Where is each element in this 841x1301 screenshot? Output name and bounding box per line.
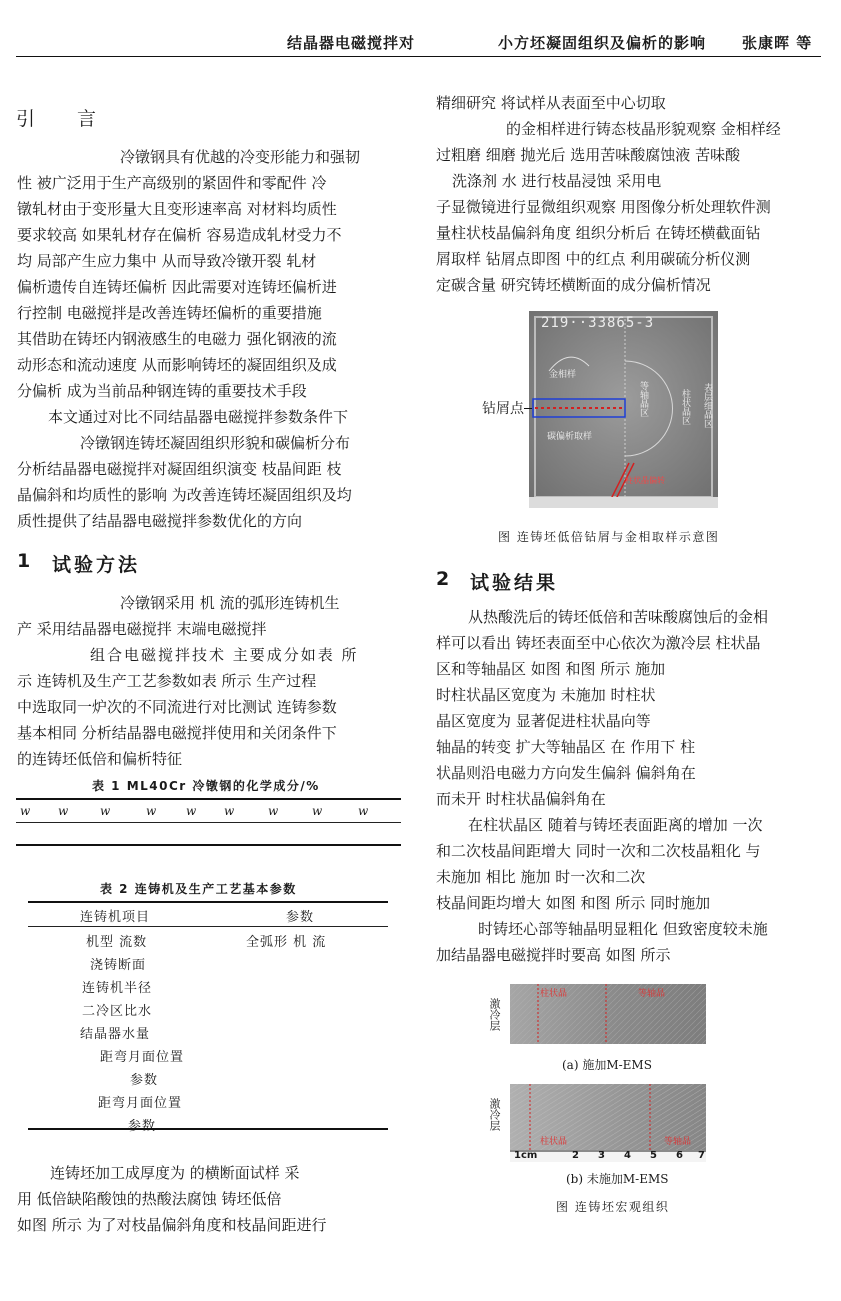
section2-number: 2: [436, 568, 453, 590]
right-line: 的金相样进行铸态枝晶形貌观察 金相样经: [506, 120, 781, 138]
fig2b-scale-tick: 4: [624, 1150, 631, 1161]
intro-line: 其借助在铸坯内钢液感生的电磁力 强化钢液的流: [17, 330, 337, 348]
table1-header-cell: w: [186, 804, 197, 818]
table1-header-cell: w: [358, 804, 369, 818]
section1-line: 如图 所示 为了对枝晶偏斜角度和枝晶间距进行: [17, 1216, 327, 1234]
fig1-pointer-label: 钻屑点: [482, 401, 524, 417]
section1-line: 中选取同一炉次的不同流进行对比测试 连铸参数: [17, 698, 337, 716]
table1-header-cell: w: [146, 804, 157, 818]
section2-line: 时铸坯心部等轴晶明显粗化 但致密度较未施: [478, 920, 768, 938]
label-dengzhou: 等轴晶区: [638, 381, 648, 417]
section2-line: 时柱状晶区宽度为 未施加 时柱状: [436, 686, 656, 704]
table1-bottom-rule: [16, 844, 401, 846]
section2-line: 在柱状晶区 随着与铸坯表面距离的增加 一次: [468, 816, 763, 834]
section1-line: 基本相同 分析结晶器电磁搅拌使用和关闭条件下: [17, 724, 337, 742]
section2-line: 晶区宽度为 显著促进柱状晶向等: [436, 712, 651, 730]
fig1-caption: 图 连铸坯低倍钻屑与金相取样示意图: [498, 530, 720, 544]
fig2b-caption: (b) 未施加M-EMS: [566, 1172, 669, 1186]
table1-caption: 表 1 ML40Cr 冷镦钢的化学成分/%: [92, 779, 320, 793]
table2-item: 结晶器水量: [80, 1027, 151, 1042]
section1-line: 连铸坯加工成厚度为 的横断面试样 采: [50, 1164, 300, 1182]
fig2-caption: 图 连铸坯宏观组织: [556, 1200, 670, 1214]
section1-line: 的连铸坯低倍和偏析特征: [17, 750, 183, 768]
running-header-authors: 张康晖 等: [742, 34, 813, 52]
section1-heading: 试验方法: [52, 554, 141, 576]
intro-line: 要求较高 如果轧材存在偏析 容易造成轧材受力不: [17, 226, 342, 244]
fig2b-scale-tick: 2: [572, 1150, 579, 1161]
section2-line: 和二次枝晶间距增大 同时一次和二次枝晶粗化 与: [436, 842, 761, 860]
table1-header-cell: w: [312, 804, 323, 818]
table2-item: 二冷区比水: [82, 1004, 153, 1019]
table2-item: 距弯月面位置: [98, 1096, 183, 1111]
fig2a-label-dengzhou: 等轴晶: [638, 989, 666, 999]
fig2b-label-zhuzhuang: 柱状晶: [540, 1137, 568, 1147]
intro-heading: 引 言: [16, 108, 115, 130]
intro-line: 动形态和流动速度 从而影响铸坯的凝固组织及成: [17, 356, 337, 374]
right-line: 过粗磨 细磨 抛光后 选用苦味酸腐蚀液 苦味酸: [436, 146, 741, 164]
macro-photo-a: [510, 984, 706, 1044]
intro-line: 质性提供了结晶器电磁搅拌参数优化的方向: [17, 512, 303, 530]
right-line: 洗涤剂 水 进行枝晶浸蚀 采用电: [452, 172, 662, 190]
section1-line: 产 采用结晶器电磁搅拌 末端电磁搅拌: [17, 620, 267, 638]
section2-line: 未施加 相比 施加 时一次和二次: [436, 868, 646, 886]
right-line: 定碳含量 研究铸坯横断面的成分偏析情况: [436, 276, 711, 294]
section1-line: 用 低倍缺陷酸蚀的热酸法腐蚀 铸坯低倍: [17, 1190, 282, 1208]
table1-mid-rule: [16, 822, 401, 823]
intro-line: 分偏析 成为当前品种钢连铸的重要技术手段: [17, 382, 307, 400]
fig2b-label-dengzhou: 等轴晶: [664, 1137, 692, 1147]
table2-header-param: 参数: [286, 910, 315, 925]
section2-heading: 试验结果: [470, 572, 559, 594]
intro-line: 镦轧材由于变形量大且变形速率高 对材料均质性: [17, 200, 337, 218]
billet-macro-photo: [529, 311, 718, 508]
running-header-title-right: 小方坯凝固组织及偏析的影响: [498, 34, 707, 52]
table1-header-cell: w: [100, 804, 111, 818]
section2-line: 加结晶器电磁搅拌时要高 如图 所示: [436, 946, 671, 964]
table2-top-rule: [28, 901, 388, 903]
fig1-pointer-line: [524, 408, 532, 409]
intro-line: 本文通过对比不同结晶器电磁搅拌参数条件下: [48, 408, 349, 426]
table2-header-item: 连铸机项目: [80, 910, 151, 925]
intro-line: 晶偏斜和均质性的影响 为改善连铸坯凝固组织及均: [17, 486, 352, 504]
table2-item: 连铸机半径: [82, 981, 153, 996]
fig2a-caption: (a) 施加M-EMS: [562, 1058, 652, 1072]
macro-photo-b: [510, 1084, 706, 1162]
label-tanpianxi: 碳偏析取样: [547, 432, 593, 442]
table1-header-cell: w: [20, 804, 31, 818]
table2-item: 距弯月面位置: [100, 1050, 185, 1065]
intro-line: 行控制 电磁搅拌是改善连铸坯偏析的重要措施: [17, 304, 322, 322]
fig2b-scale-unit: 1cm: [514, 1150, 538, 1161]
fig2b-scale-tick: 3: [598, 1150, 605, 1161]
section1-line: 冷镦钢采用 机 流的弧形连铸机生: [120, 594, 340, 612]
section2-line: 样可以看出 铸坯表面至中心依次为激冷层 柱状晶: [436, 634, 761, 652]
table2-item: 参数: [130, 1073, 159, 1088]
section2-line: 区和等轴晶区 如图 和图 所示 施加: [436, 660, 666, 678]
fig2b-side-label: 激冷层: [488, 1098, 501, 1131]
label-jinxiang: 金相样: [549, 370, 577, 380]
intro-line: 冷镦钢连铸坯凝固组织形貌和碳偏析分布: [80, 434, 351, 452]
intro-line: 冷镦钢具有优越的冷变形能力和强韧: [120, 148, 361, 166]
label-biaoceng: 表层细晶区: [702, 383, 712, 428]
label-zhuzhuang: 柱状晶区: [680, 389, 690, 425]
fig2a-label-zhuzhuang: 柱状晶: [540, 989, 568, 999]
table2-item: 机型 流数: [86, 935, 148, 950]
table2-item: 参数: [128, 1119, 157, 1134]
table2-bottom-rule: [28, 1128, 388, 1130]
right-line: 量柱状枝晶偏斜角度 组织分析后 在铸坯横截面钻: [436, 224, 761, 242]
table1-header-cell: w: [268, 804, 279, 818]
right-line: 精细研究 将试样从表面至中心切取: [436, 94, 666, 112]
table1-header-cell: w: [224, 804, 235, 818]
table1-header-cell: w: [58, 804, 69, 818]
table2-header-rule: [28, 926, 388, 927]
intro-line: 性 被广泛用于生产高级别的紧固件和零配件 冷: [17, 174, 327, 192]
section2-line: 枝晶间距均增大 如图 和图 所示 同时施加: [436, 894, 711, 912]
right-line: 屑取样 钻屑点即图 中的红点 利用碳硫分析仪测: [436, 250, 751, 268]
label-pianzhuan: 柱状晶偏转: [625, 476, 665, 485]
intro-line: 均 局部产生应力集中 从而导致冷镦开裂 轧材: [17, 252, 317, 270]
fig2a-side-label: 激冷层: [488, 998, 501, 1031]
running-header-title-left: 结晶器电磁搅拌对: [287, 34, 416, 52]
fig2b-scale-tick: 6: [676, 1150, 683, 1161]
section1-number: 1: [17, 550, 34, 572]
section2-line: 从热酸洗后的铸坯低倍和苦味酸腐蚀后的金相: [468, 608, 769, 626]
section2-line: 轴晶的转变 扩大等轴晶区 在 作用下 柱: [436, 738, 696, 756]
table1-top-rule: [16, 798, 401, 800]
table2-caption: 表 2 连铸机及生产工艺基本参数: [100, 882, 297, 896]
table2-value: 全弧形 机 流: [246, 935, 327, 950]
section1-line: 示 连铸机及生产工艺参数如表 所示 生产过程: [17, 672, 317, 690]
intro-line: 偏析遗传自连铸坯偏析 因此需要对连铸坯偏析进: [17, 278, 337, 296]
billet-stamp: 219··33865-3: [541, 315, 655, 331]
section1-line: 组合电磁搅拌技术 主要成分如表 所: [90, 646, 359, 664]
section2-line: 状晶则沿电磁力方向发生偏斜 偏斜角在: [436, 764, 696, 782]
fig2b-scale-tick: 5: [650, 1150, 657, 1161]
intro-line: 分析结晶器电磁搅拌对凝固组织演变 枝晶间距 枝: [17, 460, 342, 478]
header-rule: [16, 56, 821, 57]
table2-item: 浇铸断面: [90, 958, 147, 973]
fig2b-scale-tick: 7: [698, 1150, 705, 1161]
section2-line: 而未开 时柱状晶偏斜角在: [436, 790, 606, 808]
right-line: 子显微镜进行显微组织观察 用图像分析处理软件测: [436, 198, 771, 216]
